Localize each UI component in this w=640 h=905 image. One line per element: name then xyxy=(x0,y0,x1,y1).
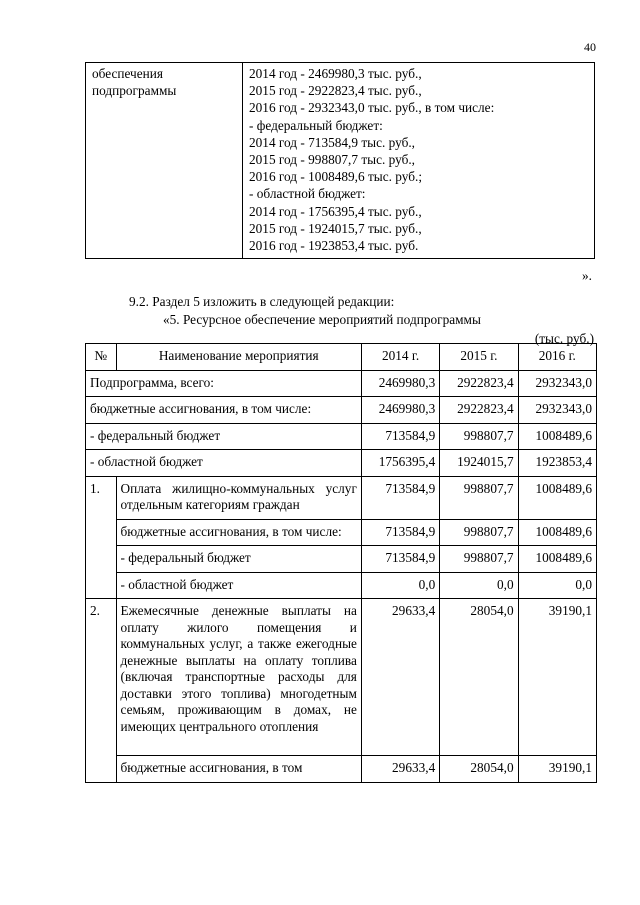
funding-summary-table xyxy=(85,62,595,259)
value-2014: 713584,9 xyxy=(361,546,439,573)
value-2015: 28054,0 xyxy=(440,756,518,783)
value-2015: 0,0 xyxy=(440,572,518,599)
row-name: бюджетные ассигнования, в том xyxy=(116,756,361,783)
row-name: Подпрограмма, всего: xyxy=(86,370,362,397)
value-2015: 28054,0 xyxy=(440,599,518,756)
value-2016: 1008489,6 xyxy=(518,423,596,450)
row-name: Ежемесячные денежные выплаты на оплату жилого помещения и коммунальных услуг, а также ежегодные денежные выплаты на оплату топлива (включая транспортные расходы для доставки этого топлива) многодетным семьям, проживающим в домах, не имеющих центрального отопления xyxy=(116,599,361,756)
funding-line: 2014 год - 2469980,3 тыс. руб., xyxy=(249,66,422,81)
value-2016: 1923853,4 xyxy=(518,450,596,477)
funding-line: 2016 год - 2932343,0 тыс. руб., в том числе: xyxy=(249,100,495,116)
value-2014: 713584,9 xyxy=(361,476,439,519)
value-2014: 2469980,3 xyxy=(361,370,439,397)
table-row xyxy=(86,476,597,519)
header-number: № xyxy=(86,344,117,371)
row-name: - областной бюджет xyxy=(116,572,361,599)
section-title: «5. Ресурсное обеспечение мероприятий подпрограммы xyxy=(163,312,481,327)
row-name: - федеральный бюджет xyxy=(86,423,362,450)
value-2016: 2932343,0 xyxy=(518,370,596,397)
row-name: - областной бюджет xyxy=(86,450,362,477)
funding-line: 2015 год - 1924015,7 тыс. руб., xyxy=(249,220,422,236)
header-year-2015: 2015 г. xyxy=(440,344,518,371)
table-row xyxy=(86,450,597,477)
row-name: бюджетные ассигнования, в том числе: xyxy=(116,519,361,546)
closing-quote: ». xyxy=(582,268,592,283)
item-number: 2. xyxy=(86,599,117,783)
value-2015: 2922823,4 xyxy=(440,397,518,424)
table-row xyxy=(86,519,597,546)
value-2014: 713584,9 xyxy=(361,423,439,450)
header-name: Наименование мероприятия xyxy=(116,344,361,371)
page-number: 40 xyxy=(584,40,596,54)
value-2016: 0,0 xyxy=(518,572,596,599)
resource-table xyxy=(85,343,597,783)
funding-line: 2014 год - 1756395,4 тыс. руб., xyxy=(249,203,422,219)
value-2016: 39190,1 xyxy=(518,756,596,783)
value-2015: 998807,7 xyxy=(440,476,518,519)
row-name: бюджетные ассигнования, в том числе: xyxy=(86,397,362,424)
value-2014: 2469980,3 xyxy=(361,397,439,424)
table-row xyxy=(86,397,597,424)
label-line: подпрограммы xyxy=(92,83,177,99)
funding-line: 2016 год - 1923853,4 тыс. руб. xyxy=(249,238,419,254)
funding-label-cell xyxy=(86,63,243,259)
value-2015: 2922823,4 xyxy=(440,370,518,397)
value-2014: 713584,9 xyxy=(361,519,439,546)
table-header-row xyxy=(86,344,597,371)
funding-line: 2015 год - 998807,7 тыс. руб., xyxy=(249,152,415,168)
table-row xyxy=(86,370,597,397)
paragraph-title: 9.2. Раздел 5 изложить в следующей редакции: xyxy=(129,294,395,309)
table-row xyxy=(86,546,597,573)
table-row xyxy=(86,756,597,783)
value-2015: 1924015,7 xyxy=(440,450,518,477)
value-2015: 998807,7 xyxy=(440,519,518,546)
row-name: Оплата жилищно-коммунальных услуг отдельным категориям граждан xyxy=(116,476,361,519)
value-2015: 998807,7 xyxy=(440,546,518,573)
header-year-2016: 2016 г. xyxy=(518,344,596,371)
funding-line: 2016 год - 1008489,6 тыс. руб.; xyxy=(249,169,423,185)
value-2016: 1008489,6 xyxy=(518,476,596,519)
item-number: 1. xyxy=(86,476,117,599)
value-2014: 29633,4 xyxy=(361,599,439,756)
value-2016: 1008489,6 xyxy=(518,546,596,573)
table-row xyxy=(86,599,597,756)
units-label: (тыс. руб.) xyxy=(534,331,594,346)
value-2014: 0,0 xyxy=(361,572,439,599)
funding-line: - областной бюджет: xyxy=(249,186,366,202)
table-row xyxy=(86,423,597,450)
row-name: - федеральный бюджет xyxy=(116,546,361,573)
value-2016: 39190,1 xyxy=(518,599,596,756)
label-line: обеспечения xyxy=(92,66,163,81)
value-2014: 1756395,4 xyxy=(361,450,439,477)
table-row xyxy=(86,572,597,599)
value-2015: 998807,7 xyxy=(440,423,518,450)
value-2016: 2932343,0 xyxy=(518,397,596,424)
funding-line: - федеральный бюджет: xyxy=(249,117,383,133)
value-2014: 29633,4 xyxy=(361,756,439,783)
funding-line: 2014 год - 713584,9 тыс. руб., xyxy=(249,134,415,150)
funding-line: 2015 год - 2922823,4 тыс. руб., xyxy=(249,83,422,99)
header-year-2014: 2014 г. xyxy=(361,344,439,371)
funding-content-cell xyxy=(243,63,595,259)
table-row xyxy=(86,63,595,259)
value-2016: 1008489,6 xyxy=(518,519,596,546)
